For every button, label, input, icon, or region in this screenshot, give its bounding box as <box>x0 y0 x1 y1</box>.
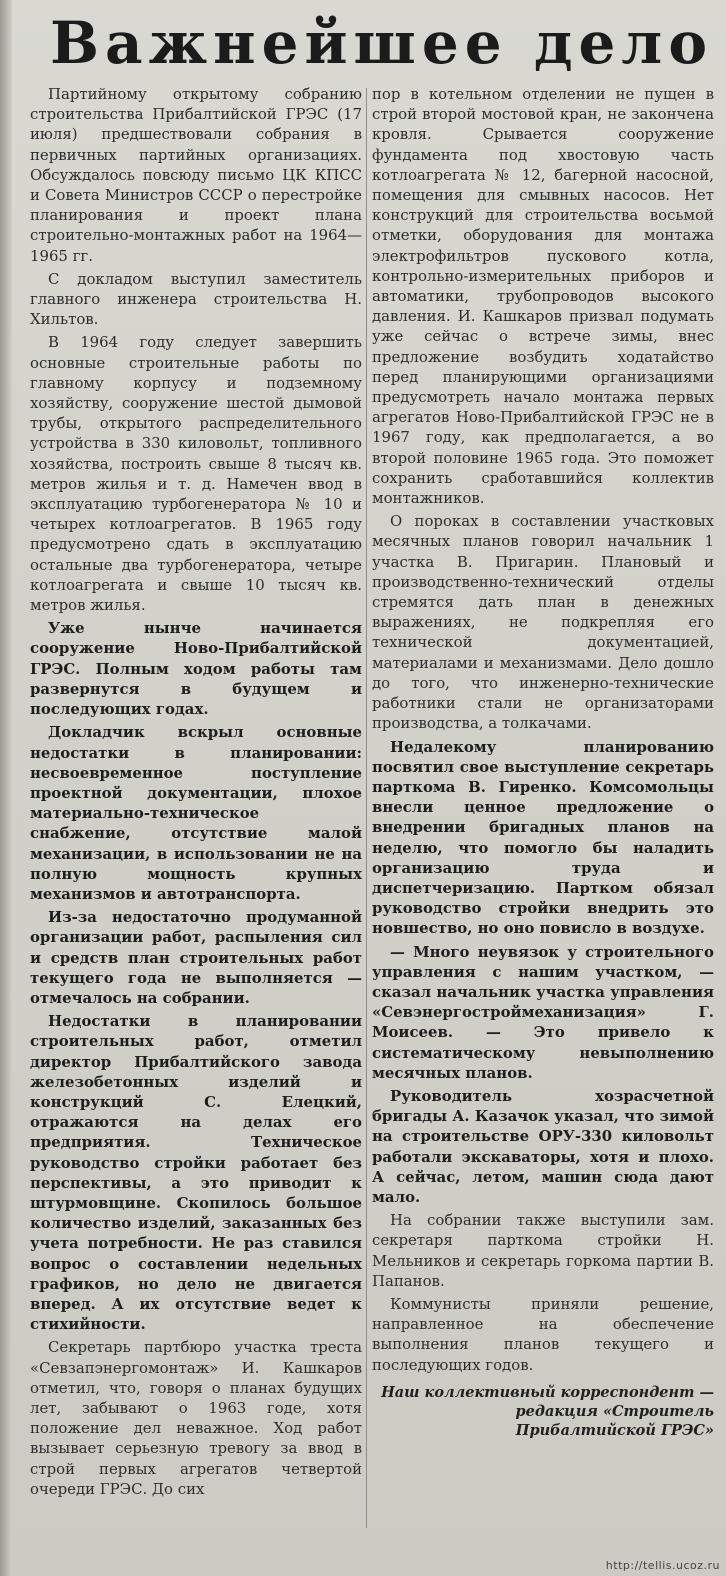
byline-signature: Наш коллективный корреспондент — редакция «Строитель Прибалтийской ГРЭС» <box>381 1383 714 1439</box>
paragraph: Партийному открытому собранию строительства Прибалтийской ГРЭС (17 июля) предшествовали собрания в первичных партийных организациях. Обсуждалось повсюду письмо ЦК КПСС и Совета Министров СССР о перестройке планирования и проект плана строительно-монтажных работ на 1964—1965 гг. <box>30 85 362 265</box>
paragraph: На собрании также выступили зам. секретаря парткома стройки Н. Мельников и секретарь горкома партии В. Папанов. <box>372 1211 714 1290</box>
paragraph: О пороках в составлении участковых месячных планов говорил начальник 1 участка В. Пригарин. Плановый и производственно-технический отделы стремятся дать план в денежных выражениях, не подкрепляя его технической документацией, материалами и механизмами. Дело дошло до того, что инженерно-технические работники стали не организаторами производства, а толкачами. <box>372 512 714 733</box>
left-column <box>30 84 362 1502</box>
paragraph: Из-за недостаточно продуманной организации работ, распыления сил и средств план строительных работ текущего года не выполняется — отмечалось на собрании. <box>30 908 362 1007</box>
page-edge <box>0 0 12 1576</box>
source-watermark: http://tellis.ucoz.ru <box>605 1559 720 1572</box>
paragraph: Недостатки в планировании строительных работ, отметил директор Прибалтийского завода железобетонных изделий и конструкций С. Елецкий, отражаются на делах его предприятия. Техническое руководство стройки работает без перспективы, а это приводит к штурмовщине. Скопилось большое количество изделий, заказанных без учета потребности. Не раз ставился вопрос о составлении недельных графиков, но дело не двигается вперед. А их отсутствие ведет к стихийности. <box>30 1012 362 1334</box>
paragraph: Докладчик вскрыл основные недостатки в планировании: несвоевременное поступление проектной документации, плохое материально-техническое снабжение, отсутствие малой механизации, в использовании не на полную мощность крупных механизмов и автотранспорта. <box>30 723 362 903</box>
paragraph: пор в котельном отделении не пущен в строй второй мостовой кран, не закончена кровля. Срывается сооружение фундамента под хвостовую часть котлоагрегата № 12, багерной насосной, помещения для смывных насосов. Нет конструкций для строительства восьмой отметки, оборудования для монтажа электрофильтров пускового котла, контрольно-измерительных приборов и автоматики, трубопроводов высокого давления. И. Кашкаров призвал подумать уже сейчас о встрече зимы, внес предложение возбудить ходатайство перед планирующими организациями предусмотреть начало монтажа первых агрегатов Ново-Прибалтийской ГРЭС не в 1967 году, как предполагается, а во второй половине 1965 года. Это поможет сохранить сработавшийся коллектив монтажников. <box>372 85 714 508</box>
paragraph: Коммунисты приняли решение, направленное на обеспечение выполнения планов текущего и последующих годов. <box>372 1294 714 1374</box>
paragraph: В 1964 году следует завершить основные строительные работы по главному корпусу и подземному хозяйству, сооружение шестой дымовой трубы, открытого распределительного устройства в 330 киловольт, топливного хозяйства, построить свыше 8 тысяч кв. метров жилья и т. д. Намечен ввод в эксплуатацию турбогенератора № 10 и четырех котлоагрегатов. В 1965 году предусмотрено сдать в эксплуатацию остальные два турбогенератора, четыре котлоагрегата и свыше 10 тысяч кв. метров жилья. <box>30 333 362 615</box>
headline: Важнейшее дело <box>50 9 714 77</box>
column-divider <box>366 88 367 1528</box>
paragraph: Уже нынче начинается сооружение Ново-Прибалтийской ГРЭС. Полным ходом работы там развернутся в будущем и последующих годах. <box>30 619 362 719</box>
paragraph: — Много неувязок у строительного управления с нашим участком, — сказал начальник участка управления «Севэнергостроймеханизация» Г. Моисеев. — Это привело к систематическому невыполнению месячных планов. <box>372 942 714 1082</box>
paragraph: Руководитель хозрасчетной бригады А. Казачок указал, что зимой на строительстве ОРУ-330 киловольт работали экскаваторы, хотя и плохо. А сейчас, летом, машин сюда дают мало. <box>372 1086 714 1206</box>
paragraph: С докладом выступил заместитель главного инженера строительства Н. Хильтов. <box>30 269 362 329</box>
paragraph: Секретарь партбюро участка треста «Севзапэнергомонтаж» И. Кашкаров отметил, что, говоря о планах будущих лет, забывают о 1963 годе, хотя положение дел неважное. Ход работ вызывает серьезную тревогу за ввод в строй первых агрегатов четвертой очереди ГРЭС. До сих <box>30 1338 362 1498</box>
right-column <box>372 84 714 1440</box>
paragraph: Недалекому планированию посвятил свое выступление секретарь парткома В. Гиренко. Комсомольцы внесли ценное предложение о внедрении бригадных планов на неделю, что помогло бы наладить организацию труда и диспетчеризацию. Партком обязал руководство стройки внедрить это новшество, но оно повисло в воздухе. <box>372 737 714 938</box>
